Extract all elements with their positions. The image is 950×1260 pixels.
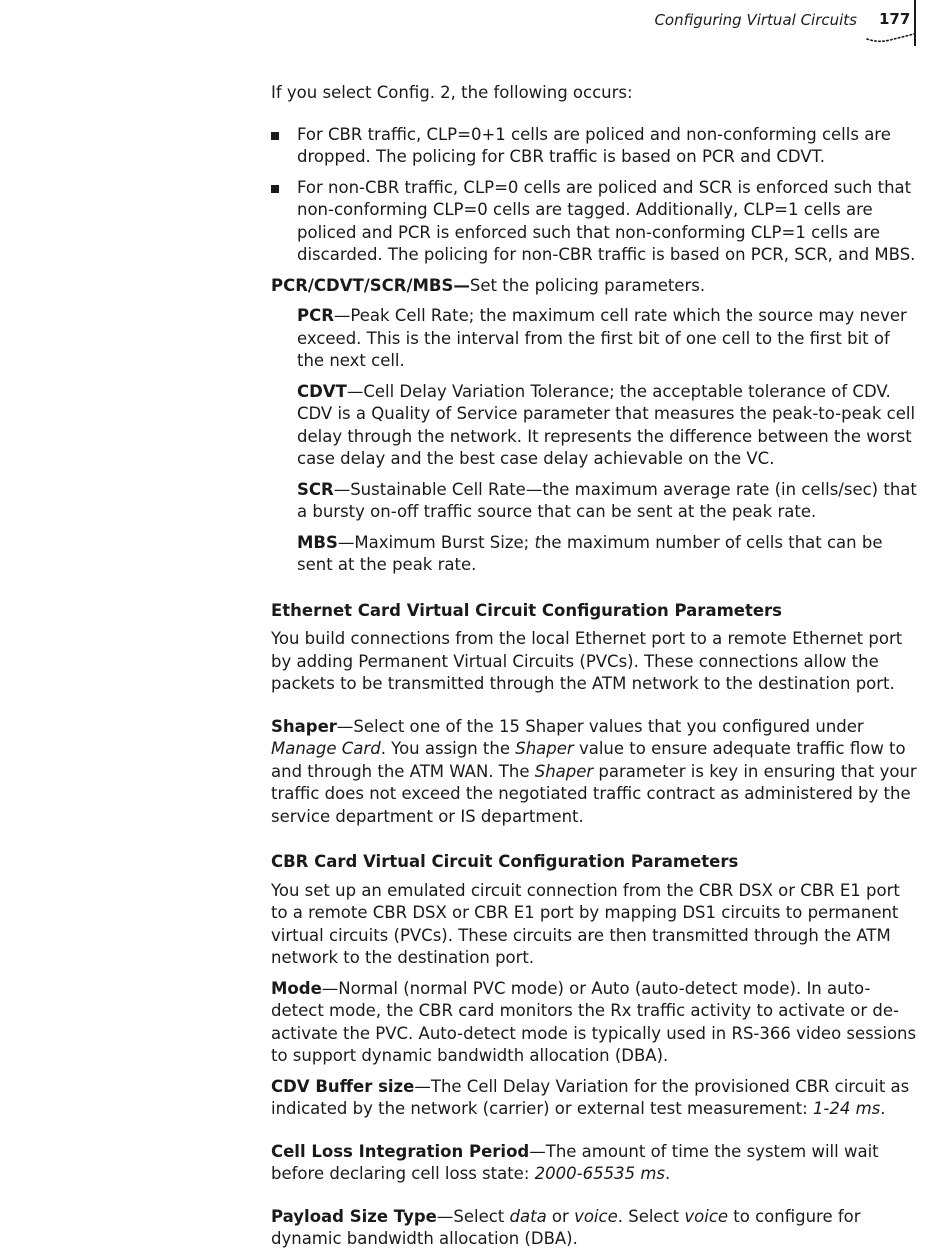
definition-text: . Select	[617, 1206, 685, 1226]
ethernet-section-heading: Ethernet Card Virtual Circuit Configuration Parameters	[271, 600, 782, 620]
bullet-square-icon	[271, 185, 279, 193]
definition-italic: Shaper	[515, 739, 574, 758]
definition-term: MBS	[297, 532, 338, 552]
definition-text: value to ensure adequate traffic flow to and through the ATM WAN. The	[271, 739, 906, 781]
definition-text: or	[546, 1206, 575, 1226]
cdv-buffer-definition	[271, 1076, 921, 1121]
shaper-definition	[271, 716, 921, 829]
definition-text: —The Cell Delay Variation for the provisioned CBR circuit as indicated by the network (carrier) or external test measurement:	[271, 1076, 910, 1118]
definition-text: —Peak Cell Rate; the maximum cell rate which the source may never exceed. This is the interval from the first bit of one cell to the first bit of the next cell.	[297, 306, 907, 370]
list-item	[271, 124, 921, 169]
page-body	[271, 82, 921, 1259]
cbr-section-heading: CBR Card Virtual Circuit Configuration Parameters	[271, 852, 739, 871]
scr-definition	[271, 479, 921, 524]
definition-text: —Select	[436, 1206, 510, 1226]
definition-italic: t	[534, 532, 541, 552]
definition-text: —Maximum Burst Size;	[337, 532, 535, 552]
definition-italic: data	[509, 1206, 547, 1226]
definition-term: CDV Buffer size	[271, 1076, 415, 1096]
bullet-text: For CBR traffic, CLP=0+1 cells are policed and non-conforming cells are dropped. The policing for CBR traffic is based on PCR and CDVT.	[297, 124, 891, 166]
definition-text: .	[665, 1164, 671, 1183]
definition-term: Payload Size Type	[271, 1206, 437, 1226]
definition-text: —The amount of time the system will wait before declaring cell loss state:	[271, 1141, 879, 1183]
cell-loss-definition	[271, 1141, 921, 1186]
definition-italic: voice	[574, 1206, 618, 1226]
definition-text: —Normal (normal PVC mode) or Auto (auto-detect mode). In auto-detect mode, the CBR card monitors the Rx traffic activity to activate or de-activate the PVC. Auto-detect mode is typically used in RS-366 video sessions to support dynamic bandwidth allocation (DBA).	[271, 978, 917, 1065]
definition-italic: voice	[684, 1206, 729, 1226]
page-number: 177	[879, 10, 911, 28]
definition-term: Mode	[271, 978, 322, 998]
definition-term: Cell Loss Integration Period	[271, 1141, 530, 1161]
mbs-definition	[271, 532, 921, 577]
definition-value: 1-24 ms	[812, 1099, 881, 1118]
definition-text: Set the policing parameters.	[469, 275, 706, 295]
definition-text: —Sustainable Cell Rate—the maximum average rate (in cells/sec) that a bursty on-off traffic source that can be sent at the peak rate.	[297, 479, 917, 521]
cbr-intro: You set up an emulated circuit connection from the CBR DSX or CBR E1 port to a remote CBR DSX or CBR E1 port by mapping DS1 circuits to permanent virtual circuits (PVCs). These circuits are then transmitted through the ATM network to the destination port.	[271, 880, 900, 967]
definition-term: PCR/CDVT/SCR/MBS—	[271, 275, 470, 295]
definition-italic: Manage Card	[271, 739, 381, 758]
definition-text: he maximum number of cells that can be sent at the peak rate.	[297, 532, 883, 574]
bullet-square-icon	[271, 132, 279, 140]
definition-term: SCR	[297, 479, 334, 499]
bullet-text: For non-CBR traffic, CLP=0 cells are policed and SCR is enforced such that non-conforming CLP=0 cells are tagged. Additionally, CLP=1 cells are policed and PCR is enforced such that non-conforming CLP=1 cells are discarded. The policing for non-CBR traffic is based on PCR, SCR, and MBS.	[297, 177, 916, 264]
running-title: Configuring Virtual Circuits	[654, 11, 857, 29]
definition-italic: Shaper	[534, 761, 594, 781]
definition-text: .	[880, 1099, 886, 1118]
list-item	[271, 177, 921, 267]
definition-text: . You assign the	[380, 739, 516, 758]
definition-term: CDVT	[297, 381, 347, 401]
definition-text: parameter is key in ensuring that your traffic does not exceed the negotiated traffic contract as administered by the service department or IS department.	[271, 761, 917, 826]
policing-definition	[271, 275, 921, 298]
definition-text: —Cell Delay Variation Tolerance; the acceptable tolerance of CDV. CDV is a Quality of Service parameter that measures the peak-to-peak cell delay through the network. It represents the difference between the worst case delay and the best case delay achievable on the VC.	[297, 381, 916, 468]
page-header	[0, 0, 950, 60]
cdvt-definition	[271, 381, 921, 471]
definition-text: to configure for dynamic bandwidth allocation (DBA).	[271, 1206, 861, 1248]
definition-text: —Select one of the 15 Shaper values that you configured under	[336, 716, 864, 736]
bullet-list	[271, 124, 921, 267]
definition-value: 2000-65535 ms	[534, 1164, 665, 1183]
definition-term: PCR	[297, 306, 334, 325]
ethernet-intro: You build connections from the local Ethernet port to a remote Ethernet port by adding Permanent Virtual Circuits (PVCs). These connections allow the packets to be transmitted through the ATM network to the destination port.	[271, 629, 903, 693]
pcr-definition	[271, 305, 921, 373]
header-dotted-curve	[866, 33, 916, 45]
intro-text: If you select Config. 2, the following occurs:	[271, 83, 633, 102]
mode-definition	[271, 978, 921, 1068]
definition-term: Shaper	[271, 716, 337, 736]
payload-size-definition	[271, 1206, 921, 1251]
